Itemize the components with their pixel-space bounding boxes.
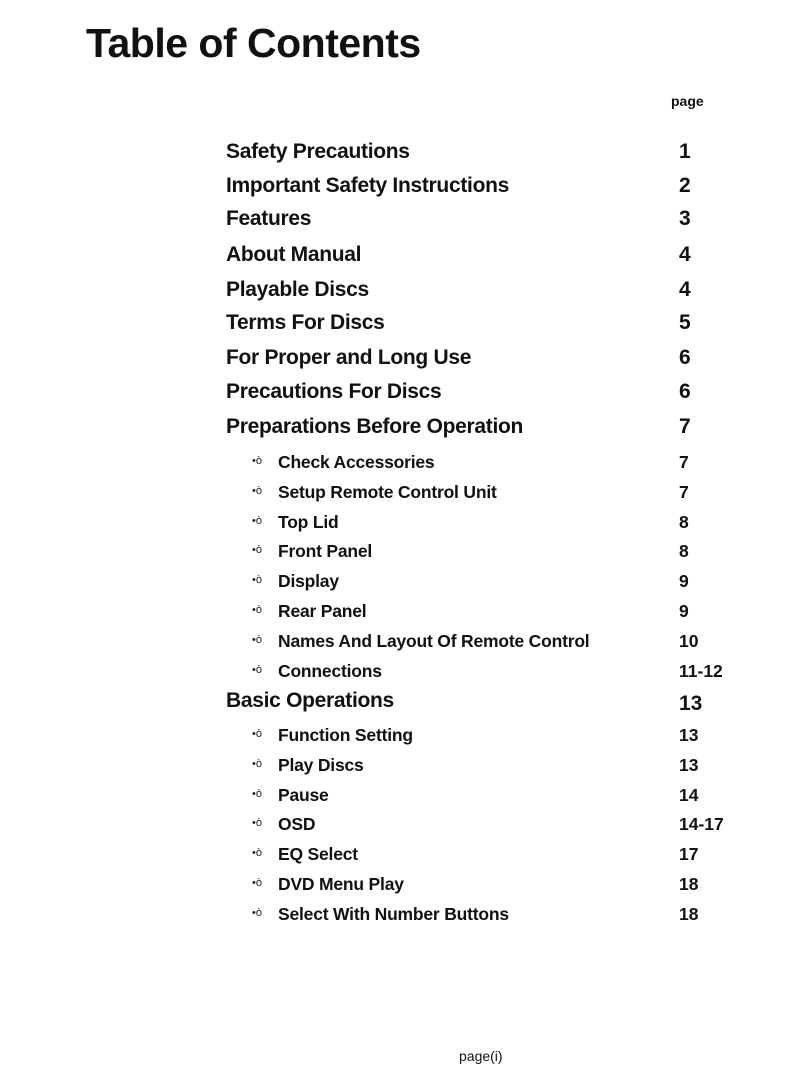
toc-subentry xyxy=(0,536,808,566)
toc-entry-label: Check Accessories xyxy=(278,452,435,472)
toc-subentry xyxy=(0,507,808,537)
toc-subentry xyxy=(0,596,808,626)
toc-entry-label: Playable Discs xyxy=(226,278,369,301)
toc-entry xyxy=(0,686,808,716)
bullet-icon: •ò xyxy=(252,485,262,497)
toc-entry-page: 8 xyxy=(679,512,689,532)
toc-entry xyxy=(0,137,808,167)
toc-entry-page: 1 xyxy=(679,140,691,163)
toc-entry xyxy=(0,377,808,407)
toc-entry-label: Features xyxy=(226,207,312,230)
toc-entry xyxy=(0,275,808,305)
bullet-icon: •ò xyxy=(252,817,262,829)
toc-subentry xyxy=(0,720,808,750)
toc-entry-label: For Proper and Long Use xyxy=(226,346,472,369)
toc-entry-page: 7 xyxy=(679,415,691,438)
toc-subentry xyxy=(0,839,808,869)
toc-subentry xyxy=(0,447,808,477)
toc-entry-page: 6 xyxy=(679,380,691,403)
toc-subentry xyxy=(0,477,808,507)
toc-entry xyxy=(0,308,808,338)
toc-entry-page: 18 xyxy=(679,874,699,894)
toc-entry-label: Precautions For Discs xyxy=(226,380,442,403)
toc-entry-page: 18 xyxy=(679,904,699,924)
toc-entry xyxy=(0,412,808,442)
toc-entry-label: Important Safety Instructions xyxy=(226,174,510,197)
toc-entry xyxy=(0,204,808,234)
toc-entry-label: About Manual xyxy=(226,243,362,266)
bullet-icon: •ò xyxy=(252,847,262,859)
toc-entry-page: 9 xyxy=(679,571,689,591)
toc-entry-page: 14-17 xyxy=(679,814,724,834)
toc-entry-page: 7 xyxy=(679,482,689,502)
bullet-icon: •ò xyxy=(252,877,262,889)
page-column-header: page xyxy=(671,93,704,109)
toc-entry xyxy=(0,171,808,201)
toc-subentry xyxy=(0,809,808,839)
toc-subentry xyxy=(0,869,808,899)
toc-entry-page: 9 xyxy=(679,601,689,621)
toc-entry-label: DVD Menu Play xyxy=(278,874,404,894)
toc-subentry xyxy=(0,750,808,780)
toc-entry-label: Top Lid xyxy=(278,512,339,532)
toc-entry-label: Play Discs xyxy=(278,755,364,775)
bullet-icon: •ò xyxy=(252,515,262,527)
toc-entry-label: Connections xyxy=(278,661,382,681)
toc-entry-page: 11-12 xyxy=(679,661,723,681)
toc-entry-label: Function Setting xyxy=(278,725,413,745)
toc-entry-page: 3 xyxy=(679,207,691,230)
bullet-icon: •ò xyxy=(252,574,262,586)
toc-entry-page: 13 xyxy=(679,755,699,775)
bullet-icon: •ò xyxy=(252,664,262,676)
toc-entry-page: 7 xyxy=(679,452,689,472)
toc-entry xyxy=(0,343,808,373)
toc-entry-label: Select With Number Buttons xyxy=(278,904,509,924)
toc-entry-page: 8 xyxy=(679,541,689,561)
toc-subentry xyxy=(0,780,808,810)
bullet-icon: •ò xyxy=(252,604,262,616)
toc-entry-label: EQ Select xyxy=(278,844,358,864)
toc-entry-label: Safety Precautions xyxy=(226,140,410,163)
toc-subentry xyxy=(0,899,808,929)
toc-entry-page: 17 xyxy=(679,844,699,864)
bullet-icon: •ò xyxy=(252,788,262,800)
toc-subentry xyxy=(0,566,808,596)
page-footer: page(i) xyxy=(459,1048,503,1064)
toc-entry-label: Display xyxy=(278,571,339,591)
toc-entry xyxy=(0,240,808,270)
toc-entry-label: Rear Panel xyxy=(278,601,367,621)
bullet-icon: •ò xyxy=(252,907,262,919)
toc-entry-page: 4 xyxy=(679,243,691,266)
toc-entry-page: 4 xyxy=(679,278,691,301)
bullet-icon: •ò xyxy=(252,634,262,646)
toc-entry-label: Terms For Discs xyxy=(226,311,385,334)
bullet-icon: •ò xyxy=(252,455,262,467)
toc-subentry xyxy=(0,626,808,656)
toc-entry-page: 5 xyxy=(679,311,691,334)
toc-entry-label: Front Panel xyxy=(278,541,373,561)
toc-subentry xyxy=(0,656,808,686)
toc-entry-label: Names And Layout Of Remote Control xyxy=(278,631,590,651)
toc-entry-label: Preparations Before Operation xyxy=(226,415,524,438)
toc-entry-label: Basic Operations xyxy=(226,689,394,712)
toc-entry-label: Pause xyxy=(278,785,329,805)
toc-entry-page: 6 xyxy=(679,346,691,369)
bullet-icon: •ò xyxy=(252,728,262,740)
toc-entry-page: 14 xyxy=(679,785,699,805)
toc-entry-page: 10 xyxy=(679,631,699,651)
toc-entry-label: OSD xyxy=(278,814,316,834)
bullet-icon: •ò xyxy=(252,758,262,770)
toc-entry-label: Setup Remote Control Unit xyxy=(278,482,497,502)
toc-entry-page: 13 xyxy=(679,725,699,745)
page-title: Table of Contents xyxy=(86,20,421,66)
toc-entry-page: 13 xyxy=(679,692,703,715)
toc-entry-page: 2 xyxy=(679,174,691,197)
bullet-icon: •ò xyxy=(252,544,262,556)
